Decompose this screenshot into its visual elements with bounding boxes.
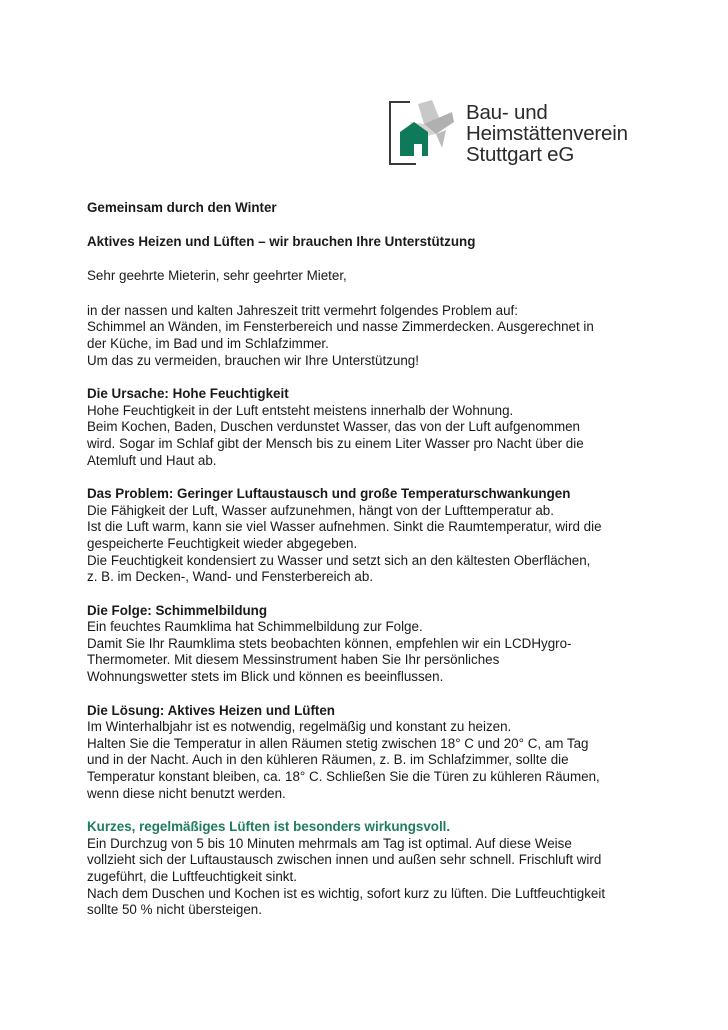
section-line: Atemluft und Haut ab.	[87, 452, 217, 468]
bhv-logo-mark-icon	[388, 100, 458, 166]
document-subtitle: Aktives Heizen und Lüften – wir brauchen Ihre Unterstützung	[87, 233, 476, 249]
section-line: Damit Sie Ihr Raumklima stets beobachten können, empfehlen wir ein LCDHygro-	[87, 635, 572, 651]
intro-line: der Küche, im Bad und im Schlafzimmer.	[87, 335, 329, 351]
section-heading: Die Ursache: Hohe Feuchtigkeit	[87, 386, 289, 402]
letter-body	[87, 200, 647, 936]
section-line: vollzieht sich der Luftaustausch zwischen innen und außen sehr schnell. Frischluft wird	[87, 852, 602, 868]
section-problem	[87, 486, 647, 586]
section-solution	[87, 703, 647, 803]
logo-line-2: Heimstättenverein	[466, 122, 628, 145]
section-heading-highlight: Kurzes, regelmäßiges Lüften ist besonders wirkungsvoll.	[87, 819, 451, 835]
section-cause	[87, 386, 647, 469]
section-line: Ein Durchzug von 5 bis 10 Minuten mehrmals am Tag ist optimal. Auf diese Weise	[87, 835, 572, 851]
company-logo	[388, 100, 648, 168]
intro-line: Um das zu vermeiden, brauchen wir Ihre Unterstützung!	[87, 352, 419, 368]
logo-line-3: Stuttgart eG	[466, 143, 575, 166]
logo-wordmark	[466, 102, 628, 165]
section-line: Beim Kochen, Baden, Duschen verdunstet Wasser, das von der Luft aufgenommen	[87, 419, 581, 435]
logo-line-1: Bau- und	[466, 101, 548, 124]
section-heading: Die Lösung: Aktives Heizen und Lüften	[87, 702, 335, 718]
section-line: Temperatur konstant bleiben, ca. 18° C. Schließen Sie die Türen zu kühleren Räumen,	[87, 769, 600, 785]
section-line: und in der Nacht. Auch in den kühleren Räumen, z. B. im Schlafzimmer, sollte die	[87, 752, 569, 768]
intro-line: in der nassen und kalten Jahreszeit tritt vermehrt folgendes Problem auf:	[87, 302, 518, 318]
section-line: z. B. im Decken-, Wand- und Fensterbereich ab.	[87, 569, 374, 585]
section-line: sollte 50 % nicht übersteigen.	[87, 902, 262, 918]
section-line: Halten Sie die Temperatur in allen Räumen stetig zwischen 18° C und 20° C, am Tag	[87, 735, 589, 751]
section-line: gespeicherte Feuchtigkeit wieder abgegeben.	[87, 535, 358, 551]
salutation: Sehr geehrte Mieterin, sehr geehrter Mieter,	[87, 268, 347, 284]
section-line: Die Fähigkeit der Luft, Wasser aufzunehmen, hängt von der Lufttemperatur ab.	[87, 502, 554, 518]
section-heading: Die Folge: Schimmelbildung	[87, 602, 268, 618]
section-line: Ein feuchtes Raumklima hat Schimmelbildung zur Folge.	[87, 619, 423, 635]
section-line: Ist die Luft warm, kann sie viel Wasser aufnehmen. Sinkt die Raumtemperatur, wird die	[87, 519, 602, 535]
section-line: Die Feuchtigkeit kondensiert zu Wasser und setzt sich an den kältesten Oberflächen,	[87, 552, 591, 568]
intro-paragraph	[87, 303, 647, 369]
section-heading: Das Problem: Geringer Luftaustausch und große Temperaturschwankungen	[87, 486, 571, 502]
section-consequence	[87, 603, 647, 686]
section-line: Im Winterhalbjahr ist es notwendig, regelmäßig und konstant zu heizen.	[87, 719, 512, 735]
intro-line: Schimmel an Wänden, im Fensterbereich und nasse Zimmerdecken. Ausgerechnet in	[87, 319, 594, 335]
section-line: zugeführt, die Luftfeuchtigkeit sinkt.	[87, 869, 297, 884]
document-title: Gemeinsam durch den Winter	[87, 200, 277, 215]
section-ventilation	[87, 819, 647, 919]
section-line: Thermometer. Mit diesem Messinstrument haben Sie Ihr persönliches	[87, 652, 500, 668]
section-line: Nach dem Duschen und Kochen ist es wichtig, sofort kurz zu lüften. Die Luftfeuchtigkeit	[87, 885, 606, 901]
section-line: wird. Sogar im Schlaf gibt der Mensch bis zu einem Liter Wasser pro Nacht über die	[87, 435, 584, 451]
section-line: wenn diese nicht benutzt werden.	[87, 785, 286, 801]
section-line: Wohnungswetter stets im Blick und können es beeinflussen.	[87, 669, 444, 685]
section-line: Hohe Feuchtigkeit in der Luft entsteht meistens innerhalb der Wohnung.	[87, 402, 514, 418]
